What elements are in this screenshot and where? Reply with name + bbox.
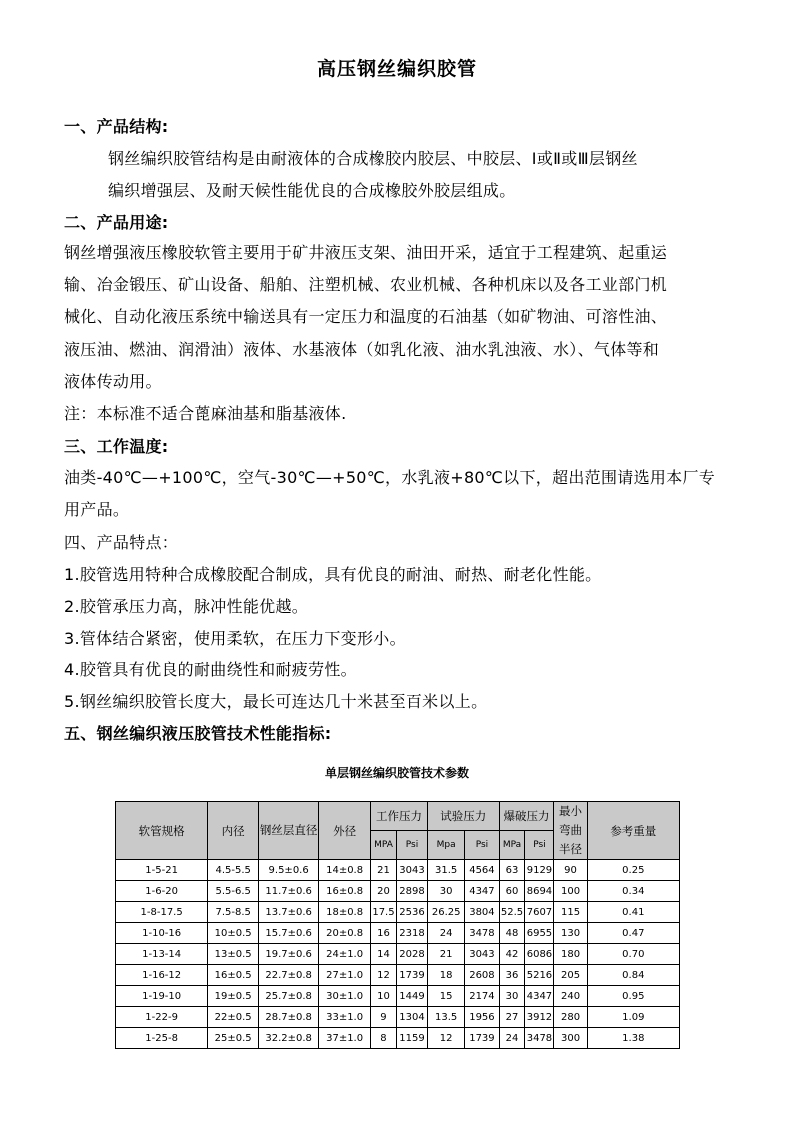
table-cell: 14 [371, 944, 397, 965]
header-inner-diameter: 内径 [208, 802, 259, 860]
section-1-paragraph-line-1: 钢丝编织胶管结构是由耐液体的合成橡胶内胶层、中胶层、Ⅰ或Ⅱ或Ⅲ层钢丝 [108, 149, 638, 168]
section-2-line-5: 液体传动用。 [64, 372, 162, 391]
table-cell: 2536 [396, 902, 427, 923]
table-cell: 1956 [465, 1007, 499, 1028]
table-cell: 5216 [525, 965, 554, 986]
table-cell: 1-6-20 [116, 881, 208, 902]
spec-table [115, 801, 680, 1049]
table-cell: 6955 [525, 923, 554, 944]
feature-3: 3.管体结合紧密，使用柔软，在压力下变形小。 [64, 629, 406, 648]
document-title: 高压钢丝编织胶管 [316, 58, 477, 80]
table-cell: 30 [428, 881, 465, 902]
section-5-heading: 五、钢丝编织液压胶管技术性能指标: [64, 724, 332, 743]
table-row [116, 944, 680, 965]
section-2-line-1: 钢丝增强液压橡胶软管主要用于矿井液压支架、油田开采，适宜于工程建筑、起重运 [64, 243, 668, 262]
table-cell: 21 [428, 944, 465, 965]
table-cell: 3912 [525, 1007, 554, 1028]
table-cell: 100 [554, 881, 587, 902]
table-cell: 16±0.8 [319, 881, 371, 902]
table-cell: 17.5 [371, 902, 397, 923]
table-cell: 205 [554, 965, 587, 986]
table-cell: 10 [371, 986, 397, 1007]
table-cell: 27±1.0 [319, 965, 371, 986]
table-cell: 3043 [396, 860, 427, 881]
table-cell: 36 [499, 965, 525, 986]
table-cell: 0.25 [587, 860, 679, 881]
section-4-heading: 四、产品特点： [64, 533, 179, 552]
feature-5: 5.钢丝编织胶管长度大，最长可连达几十米甚至百米以上。 [64, 692, 488, 711]
table-cell: 13.5 [428, 1007, 465, 1028]
table-cell: 115 [554, 902, 587, 923]
table-cell: 9129 [525, 860, 554, 881]
section-3-line-1: 油类-40℃—+100℃，空气-30℃—+50℃，水乳液+80℃以下，超出范围请选用本厂专 [64, 468, 716, 487]
table-cell: 0.47 [587, 923, 679, 944]
feature-2: 2.胶管承压力高，脉冲性能优越。 [64, 597, 309, 616]
header-min-bend-radius: 最小弯曲半径 [554, 802, 587, 860]
table-cell: 1159 [396, 1028, 427, 1049]
table-row [116, 1007, 680, 1028]
table-cell: 21 [371, 860, 397, 881]
table-cell: 13±0.5 [208, 944, 259, 965]
table-cell: 7.5-8.5 [208, 902, 259, 923]
table-cell: 25.7±0.8 [259, 986, 319, 1007]
section-3-line-2: 用产品。 [64, 500, 130, 519]
table-cell: 22.7±0.8 [259, 965, 319, 986]
table-cell: 1739 [396, 965, 427, 986]
table-cell: 1-8-17.5 [116, 902, 208, 923]
section-2-heading: 二、产品用途: [64, 213, 169, 232]
table-cell: 1-16-12 [116, 965, 208, 986]
section-1-paragraph-line-2: 编织增强层、及耐天候性能优良的合成橡胶外胶层组成。 [108, 181, 516, 200]
table-cell: 300 [554, 1028, 587, 1049]
table-cell: 31.5 [428, 860, 465, 881]
section-3-heading: 三、工作温度: [64, 437, 169, 456]
table-cell: 8 [371, 1028, 397, 1049]
table-cell: 30 [499, 986, 525, 1007]
table-cell: 1449 [396, 986, 427, 1007]
table-cell: 0.95 [587, 986, 679, 1007]
table-cell: 24 [428, 923, 465, 944]
table-cell: 13.7±0.6 [259, 902, 319, 923]
header-burst-pressure: 爆破压力 [499, 802, 554, 831]
header-outer-diameter: 外径 [319, 802, 371, 860]
table-cell: 27 [499, 1007, 525, 1028]
table-cell: 1-25-8 [116, 1028, 208, 1049]
table-cell: 1304 [396, 1007, 427, 1028]
table-cell: 1-5-21 [116, 860, 208, 881]
header-unit-work-mpa: MPA [371, 831, 397, 860]
table-cell: 1-22-9 [116, 1007, 208, 1028]
table-cell: 2318 [396, 923, 427, 944]
table-cell: 19.7±0.6 [259, 944, 319, 965]
header-unit-test-mpa: Mpa [428, 831, 465, 860]
table-row [116, 860, 680, 881]
table-cell: 0.84 [587, 965, 679, 986]
table-cell: 28.7±0.8 [259, 1007, 319, 1028]
table-cell: 12 [428, 1028, 465, 1049]
table-cell: 16 [371, 923, 397, 944]
table-cell: 1-19-10 [116, 986, 208, 1007]
table-cell: 15.7±0.6 [259, 923, 319, 944]
table-cell: 24±1.0 [319, 944, 371, 965]
table-cell: 10±0.5 [208, 923, 259, 944]
table-cell: 63 [499, 860, 525, 881]
table-cell: 130 [554, 923, 587, 944]
table-cell: 3478 [465, 923, 499, 944]
table-cell: 9 [371, 1007, 397, 1028]
table-cell: 32.2±0.8 [259, 1028, 319, 1049]
header-test-pressure: 试验压力 [428, 802, 500, 831]
table-cell: 4.5-5.5 [208, 860, 259, 881]
header-wire-diameter: 钢丝层直径 [259, 802, 319, 860]
table-cell: 37±1.0 [319, 1028, 371, 1049]
table-cell: 52.5 [499, 902, 525, 923]
feature-1: 1.胶管选用特种合成橡胶配合制成，具有优良的耐油、耐热、耐老化性能。 [64, 565, 602, 584]
header-unit-burst-mpa: MPa [499, 831, 525, 860]
table-cell: 90 [554, 860, 587, 881]
table-cell: 19±0.5 [208, 986, 259, 1007]
table-cell: 4347 [465, 881, 499, 902]
table-title: 单层钢丝编织胶管技术参数 [324, 766, 469, 780]
table-cell: 0.41 [587, 902, 679, 923]
table-cell: 25±0.5 [208, 1028, 259, 1049]
table-cell: 1.09 [587, 1007, 679, 1028]
table-cell: 8694 [525, 881, 554, 902]
table-cell: 1739 [465, 1028, 499, 1049]
header-unit-work-psi: Psi [396, 831, 427, 860]
table-cell: 2608 [465, 965, 499, 986]
table-cell: 1.38 [587, 1028, 679, 1049]
header-spec: 软管规格 [116, 802, 208, 860]
table-row [116, 986, 680, 1007]
table-row [116, 965, 680, 986]
table-cell: 4564 [465, 860, 499, 881]
table-row [116, 881, 680, 902]
table-cell: 2898 [396, 881, 427, 902]
table-cell: 240 [554, 986, 587, 1007]
table-cell: 3804 [465, 902, 499, 923]
table-cell: 0.70 [587, 944, 679, 965]
table-cell: 12 [371, 965, 397, 986]
table-cell: 26.25 [428, 902, 465, 923]
table-cell: 33±1.0 [319, 1007, 371, 1028]
feature-4: 4.胶管具有优良的耐曲绕性和耐疲劳性。 [64, 660, 357, 679]
table-row [116, 1028, 680, 1049]
note-line: 注：本标准不适合蓖麻油基和脂基液体. [64, 404, 347, 423]
table-cell: 60 [499, 881, 525, 902]
table-cell: 24 [499, 1028, 525, 1049]
table-cell: 3478 [525, 1028, 554, 1049]
header-working-pressure: 工作压力 [371, 802, 428, 831]
table-row [116, 902, 680, 923]
table-cell: 42 [499, 944, 525, 965]
table-body [116, 860, 680, 1049]
table-cell: 4347 [525, 986, 554, 1007]
table-cell: 22±0.5 [208, 1007, 259, 1028]
table-cell: 48 [499, 923, 525, 944]
table-cell: 18±0.8 [319, 902, 371, 923]
table-cell: 1-10-16 [116, 923, 208, 944]
table-cell: 15 [428, 986, 465, 1007]
section-2-line-2: 输、冶金锻压、矿山设备、船舶、注塑机械、农业机械、各种机床以及各工业部门机 [64, 275, 668, 294]
table-cell: 0.34 [587, 881, 679, 902]
table-cell: 2028 [396, 944, 427, 965]
header-unit-burst-psi: Psi [525, 831, 554, 860]
table-cell: 1-13-14 [116, 944, 208, 965]
table-cell: 20±0.8 [319, 923, 371, 944]
table-cell: 6086 [525, 944, 554, 965]
table-cell: 14±0.8 [319, 860, 371, 881]
header-unit-test-psi: Psi [465, 831, 499, 860]
table-cell: 20 [371, 881, 397, 902]
section-2-line-3: 械化、自动化液压系统中输送具有一定压力和温度的石油基（如矿物油、可溶性油、 [64, 307, 668, 326]
header-reference-weight: 参考重量 [587, 802, 679, 860]
table-cell: 18 [428, 965, 465, 986]
table-cell: 9.5±0.6 [259, 860, 319, 881]
section-2-line-4: 液压油、燃油、润滑油）液体、水基液体（如乳化液、油水乳浊液、水）、气体等和 [64, 340, 660, 359]
table-row [116, 923, 680, 944]
table-cell: 2174 [465, 986, 499, 1007]
table-cell: 16±0.5 [208, 965, 259, 986]
section-1-heading: 一、产品结构: [64, 117, 169, 136]
table-cell: 280 [554, 1007, 587, 1028]
table-cell: 3043 [465, 944, 499, 965]
table-cell: 180 [554, 944, 587, 965]
table-cell: 30±1.0 [319, 986, 371, 1007]
table-cell: 5.5-6.5 [208, 881, 259, 902]
table-cell: 7607 [525, 902, 554, 923]
table-cell: 11.7±0.6 [259, 881, 319, 902]
